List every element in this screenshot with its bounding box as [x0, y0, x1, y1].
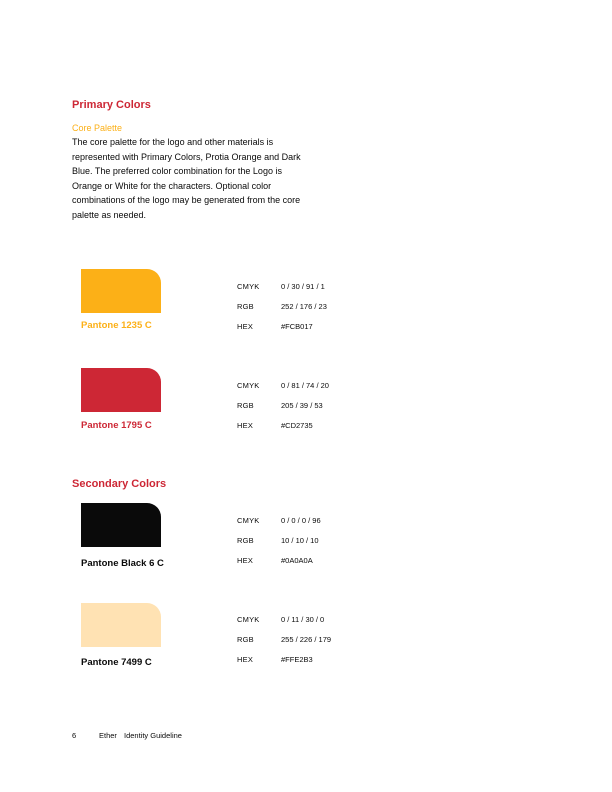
hex-label: HEX: [237, 556, 254, 565]
cmyk-label: CMYK: [237, 381, 260, 390]
primary-colors-heading: Primary Colors: [72, 99, 151, 111]
swatch-name: Pantone 1235 C: [81, 320, 152, 331]
hex-value: #FCB017: [281, 322, 313, 331]
swatch-name: Pantone 1795 C: [81, 420, 152, 431]
hex-label: HEX: [237, 322, 254, 331]
cmyk-label: CMYK: [237, 282, 260, 291]
page-number: 6: [72, 731, 77, 740]
swatch-pantone-1235: [81, 269, 161, 313]
swatch-name: Pantone Black 6 C: [81, 558, 164, 569]
hex-value: #CD2735: [281, 421, 313, 430]
core-palette-subheading: Core Palette: [72, 123, 123, 133]
swatch-pantone-7499: [81, 603, 161, 647]
hex-label: HEX: [237, 655, 254, 664]
footer-doc-title: Identity Guideline: [124, 731, 182, 740]
hex-value: #0A0A0A: [281, 556, 313, 565]
core-palette-description: The core palette for the logo and other materials is represented with Primary Colors, Protia Orange and Dark Blue. The preferred color combination for the Logo is Orange or White for the characters. Optional color combinations of the logo may be generated from the core palette as needed.: [72, 137, 301, 220]
rgb-label: RGB: [237, 401, 254, 410]
swatch-pantone-black-6: [81, 503, 161, 547]
secondary-colors-heading: Secondary Colors: [72, 478, 167, 490]
swatch-pantone-1795: [81, 368, 161, 412]
swatch-name: Pantone 7499 C: [81, 657, 152, 668]
hex-label: HEX: [237, 421, 254, 430]
cmyk-label: CMYK: [237, 516, 260, 525]
cmyk-value: 0 / 11 / 30 / 0: [281, 615, 325, 624]
rgb-value: 205 / 39 / 53: [281, 401, 323, 410]
cmyk-value: 0 / 0 / 0 / 96: [281, 516, 321, 525]
cmyk-label: CMYK: [237, 615, 260, 624]
rgb-value: 255 / 226 / 179: [281, 635, 332, 644]
cmyk-value: 0 / 81 / 74 / 20: [281, 381, 329, 390]
rgb-label: RGB: [237, 536, 254, 545]
rgb-value: 10 / 10 / 10: [281, 536, 319, 545]
cmyk-value: 0 / 30 / 91 / 1: [281, 282, 325, 291]
rgb-label: RGB: [237, 635, 254, 644]
rgb-label: RGB: [237, 302, 254, 311]
footer-brand: Ether: [99, 731, 117, 740]
hex-value: #FFE2B3: [281, 655, 313, 664]
rgb-value: 252 / 176 / 23: [281, 302, 327, 311]
